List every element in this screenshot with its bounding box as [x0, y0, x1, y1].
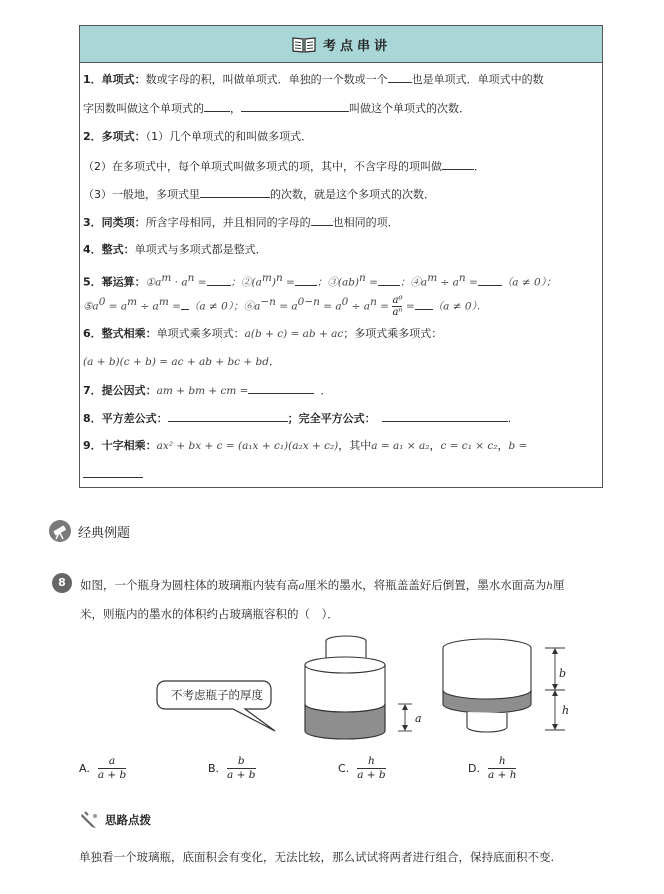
answer-blank[interactable] — [83, 466, 143, 478]
option-a[interactable]: A. $\frac{a}{a + b}$ — [79, 755, 127, 781]
problem-number-badge: 8 — [52, 573, 72, 593]
answer-blank[interactable] — [295, 274, 317, 286]
answer-blank[interactable] — [207, 274, 231, 286]
item-8: 8．平方差公式： ；完全平方公式： . — [83, 412, 512, 425]
pencil-icon — [79, 810, 101, 830]
item-2-line-2: （2）在多项式中，每个单项式叫做多项式的项，其中，不含字母的项叫做 ． — [83, 160, 485, 173]
section-examples-header — [48, 519, 130, 543]
option-c[interactable]: C. $\frac{h}{a + b}$ — [338, 755, 386, 781]
section-hint-title: 思路点拨 — [105, 813, 151, 827]
section-examples-title: 经典例题 — [78, 525, 131, 541]
summary-box — [79, 25, 603, 488]
answer-blank[interactable] — [415, 298, 433, 310]
item-5-line-1: 5．幂运算：$①a^m \cdot a^n$ = ；$②(a^m)^n$ = ；③(ab)$^n$ = ；$④a^m \div a^n = (a \ne 0)$； — [83, 272, 557, 289]
label-h: h — [562, 704, 570, 717]
item-4: 4．整式：单项式与多项式都是整式． — [83, 243, 267, 256]
bottle-inverted — [443, 639, 531, 732]
speech-bubble — [157, 681, 275, 731]
answer-blank[interactable] — [204, 100, 230, 112]
item-6-line-2: (a + b)(c + b) = ac + ab + bc + bd． — [83, 355, 280, 368]
item-2-line-1: 2．多项式：（1）几个单项式的和叫做多项式． — [83, 130, 313, 143]
book-icon — [291, 34, 317, 54]
summary-title: 考点串讲 — [322, 38, 391, 54]
label-a: a — [415, 712, 422, 725]
answer-blank[interactable] — [442, 158, 474, 170]
answer-blank[interactable] — [388, 71, 412, 83]
dimension-b-h — [545, 648, 569, 730]
problem-text-line-1: 如图，一个瓶身为圆柱体的玻璃瓶内装有高a厘米的墨水，将瓶盖盖好后倒置，墨水水面高为h厘 — [80, 578, 565, 592]
item-5-line-2: $⑤a^0 = a^m \div a^m = (a \ne 0)$；$⑥a^{-n} = a^{0-n} = a^0 \div a^n$ = $\frac{\text{a⁰}}{\text{aⁿ}}$ = （a ≠ 0）． — [83, 295, 488, 319]
option-d[interactable]: D. $\frac{h}{a + h}$ — [468, 755, 517, 781]
item-1-line-1: 1．单项式：数或字母的积，叫做单项式．单独的一个数或一个 也是单项式．单项式中的数 — [83, 73, 544, 86]
hint-text: 单独看一个玻璃瓶，底面积会有变化，无法比较，那么试试将两者进行组合，保持底面积不变. — [79, 850, 555, 864]
answer-blank[interactable] — [478, 274, 502, 286]
item-9-line-1: 9．十字相乘：ax² + bx + c = (a₁x + c₁)(a₂x + c₂)，其中a = a₁ × a₂，c = c₁ × c₂，b = — [83, 439, 528, 452]
answer-blank[interactable] — [181, 298, 189, 310]
summary-header — [80, 26, 602, 63]
dimension-a — [398, 704, 422, 731]
option-b[interactable]: B. $\frac{b}{a + b}$ — [208, 755, 256, 781]
answer-blank[interactable] — [311, 214, 333, 226]
answer-blank[interactable] — [378, 274, 400, 286]
option-c-fraction: $\frac{h}{a + b}$ — [357, 755, 386, 781]
label-b: b — [559, 667, 567, 680]
bubble-text: 不考虑瓶子的厚度 — [171, 688, 263, 702]
answer-blank[interactable] — [241, 100, 349, 112]
section-hint-header — [79, 810, 151, 830]
problem-text-line-2: 米，则瓶内的墨水的体积约占玻璃瓶容积的（ ）． — [80, 607, 339, 621]
item-2-line-3: （3）一般地，多项式里 的次数，就是这个多项式的次数． — [83, 188, 435, 201]
bottle-upright — [305, 636, 385, 739]
item-3: 3．同类项：所含字母相同，并且相同的字母的 也相同的项． — [83, 216, 399, 229]
item-7: 7．提公因式：am + bm + cm = ． — [83, 384, 332, 397]
fraction: $\frac{\text{a⁰}}{\text{aⁿ}}$ — [392, 295, 403, 319]
option-b-fraction: $\frac{b}{a + b}$ — [227, 755, 256, 781]
item-6-line-1: 6．整式相乘：单项式乘多项式：a(b + c) = ab + ac；多项式乘多项式： — [83, 327, 443, 340]
option-d-fraction: $\frac{h}{a + h}$ — [487, 755, 517, 781]
telescope-icon — [48, 519, 74, 543]
item-1-line-2: 字因数叫做这个单项式的 ， 叫做这个单项式的次数． — [83, 102, 470, 115]
bottle-figure — [150, 632, 590, 744]
answer-blank[interactable] — [248, 382, 314, 394]
answer-blank[interactable] — [382, 410, 508, 422]
item-9-line-2 — [83, 466, 143, 483]
answer-blank[interactable] — [200, 186, 270, 198]
answer-blank[interactable] — [168, 410, 288, 422]
option-a-fraction: $\frac{a}{a + b}$ — [97, 755, 127, 781]
